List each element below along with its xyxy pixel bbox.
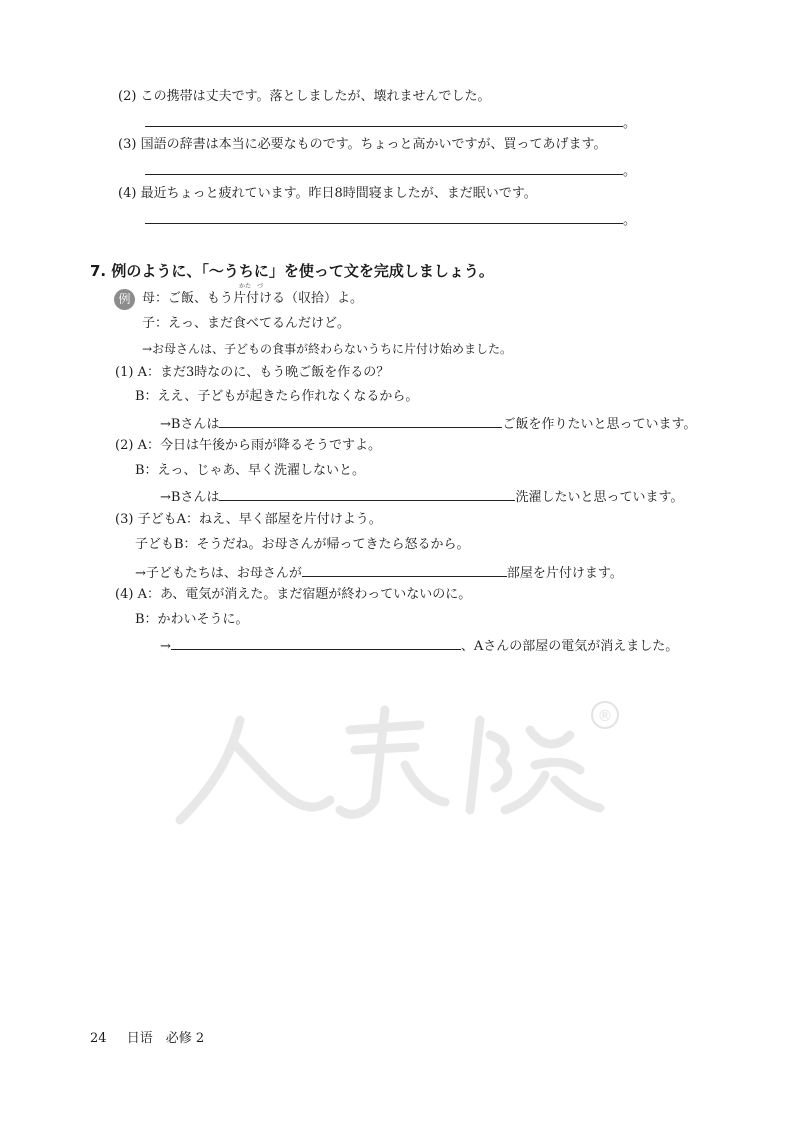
example-line-2: 子：えっ、まだ食べてるんだけど。 [142,316,351,331]
answer-blank[interactable] [171,635,461,650]
item-number: (4) [118,186,137,201]
furigana: かた づ [239,283,264,290]
exercise-6-item-4 [118,185,537,203]
answer-line-6-3[interactable] [145,160,636,181]
answer-suffix: 部屋を片付けます。 [506,566,623,581]
period: 。 [623,213,637,228]
item-text: 最近ちょっと疲れています。昨日8時間寝ましたが、まだ眠いです。 [140,186,537,201]
answer-line-6-2[interactable] [145,112,636,133]
speaker-a: A：あ、電気が消えた。まだ宿題が終わっていないのに。 [137,587,472,602]
period: 。 [623,116,637,131]
answer-line-6-4[interactable] [145,209,636,230]
book-title: 日语 必修 2 [126,1031,205,1046]
publisher-watermark [160,690,650,840]
registered-mark: ® [597,707,613,725]
item-number: (2) [118,89,137,104]
example-target-word: 片付ける [233,291,286,306]
speaker-a: 子どもA：ねえ、早く部屋を片付けよう。 [137,512,382,527]
exercise-7-q2-a [115,437,381,455]
speaker-a: A：まだ3時なのに、もう晩ご飯を作るの？ [137,365,390,380]
item-number: (2) [115,438,134,453]
answer-suffix: 洗濯したいと思っています。 [515,490,684,505]
speaker-a: A：今日は午後から雨が降るそうですよ。 [137,438,381,453]
exercise-7-q1-a [115,364,389,382]
answer-prefix: →Bさんは [160,417,220,432]
answer-blank[interactable] [145,160,623,175]
item-number: (3) [118,137,137,152]
answer-blank[interactable] [145,112,623,127]
answer-blank[interactable] [219,486,515,501]
example-line-3: →お母さんは、子どもの食事が終わらないうちに片付け始めました。 [142,342,513,356]
exercise-6-item-2 [118,88,491,106]
exercise-7-q1-b: B：ええ、子どもが起きたら作れなくなるから。 [135,389,419,404]
period: 。 [623,164,637,179]
page-footer [90,1030,204,1048]
answer-suffix: 、Aさんの部屋の電気が消えました。 [460,639,679,654]
exercise-7-q2-b: B：えっ、じゃあ、早く洗濯しないと。 [135,463,366,478]
answer-blank[interactable] [219,413,502,428]
item-number: (1) [115,365,134,380]
item-text: 国語の辞書は本当に必要なものです。ちょっと高かいですが、買ってあげます。 [140,137,607,152]
example-gloss: （収拾）よ。 [285,291,364,306]
item-number: (3) [115,512,134,527]
example-line-1 [142,290,363,308]
example-speaker-mother: 母：ご飯、もう [142,291,234,306]
section-7-heading: 7. 例のように、「～うちに」を使って文を完成しましょう。 [90,262,494,280]
exercise-7-q4-answer[interactable] [160,635,678,656]
answer-blank[interactable] [302,562,507,577]
exercise-7-q2-answer[interactable] [160,486,683,507]
exercise-7-q3-b: 子どもB：そうだね。お母さんが帰ってきたら怒るから。 [135,537,470,552]
item-number: (4) [115,587,134,602]
exercise-7-q1-answer[interactable] [160,413,696,434]
answer-blank[interactable] [145,209,623,224]
exercise-7-q4-a [115,586,471,604]
answer-prefix: →子どもたちは、お母さんが [135,566,302,581]
exercise-6-item-3 [118,136,606,154]
example-badge: 例 [114,289,135,310]
exercise-7-q3-answer[interactable] [135,562,623,583]
answer-prefix: →Bさんは [160,490,220,505]
exercise-7-q3-a [115,511,382,529]
answer-prefix: → [160,639,171,654]
exercise-7-q4-b: B：かわいそうに。 [135,612,249,627]
item-text: この携帯は丈夫です。落としましたが、壊れませんでした。 [140,89,491,104]
answer-suffix: ご飯を作りたいと思っています。 [502,417,697,432]
page-number: 24 [90,1031,107,1046]
